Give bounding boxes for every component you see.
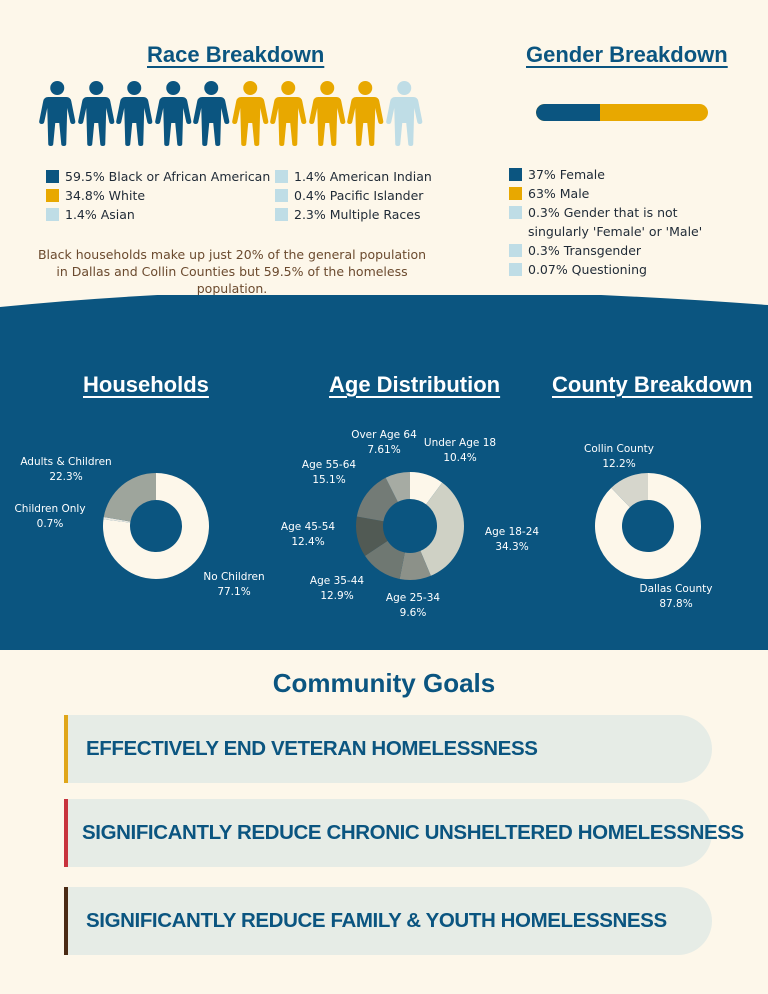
legend-label: 0.07% Questioning <box>528 262 647 277</box>
legend-swatch <box>46 170 59 183</box>
person-icon <box>269 80 308 146</box>
legend-label: 59.5% Black or African American <box>65 169 271 184</box>
legend-item <box>509 165 738 184</box>
goal-card-chronic <box>64 799 744 867</box>
county-label-collin: Collin County 12.2% <box>584 443 654 470</box>
age-label-over-64: Over Age 64 7.61% <box>351 429 417 456</box>
age-distribution-donut-chart <box>350 466 470 586</box>
legend-label: 0.4% Pacific Islander <box>294 188 424 203</box>
person-icon <box>77 80 116 146</box>
person-icon <box>385 80 424 146</box>
legend-swatch <box>275 189 288 202</box>
person-icon <box>115 80 154 146</box>
legend-label: 34.8% White <box>65 188 146 203</box>
age-label-25-34: Age 25-34 9.6% <box>385 592 441 619</box>
households-title: Households <box>83 372 209 397</box>
goal-text: EFFECTIVELY END VETERAN HOMELESSNESS <box>86 737 538 760</box>
legend-label: 1.4% Asian <box>65 207 135 222</box>
race-breakdown-title: Race Breakdown <box>147 42 325 67</box>
households-label-children-only: Children Only 0.7% <box>14 503 86 530</box>
goal-card-family-youth <box>64 887 712 955</box>
legend-item <box>275 167 432 186</box>
legend-swatch <box>509 244 522 257</box>
age-label-under-18: Under Age 18 10.4% <box>423 437 497 464</box>
person-icon <box>192 80 231 146</box>
person-icon <box>308 80 347 146</box>
community-goals-title: Community Goals <box>272 668 496 698</box>
legend-label: 37% Female <box>528 167 605 182</box>
legend-swatch <box>509 263 522 276</box>
age-label-55-64: Age 55-64 15.1% <box>301 459 357 486</box>
goal-card-veteran <box>64 715 712 783</box>
person-icon <box>231 80 270 146</box>
legend-item <box>46 186 270 205</box>
households-label-adults-children: Adults & Children 22.3% <box>20 456 112 483</box>
race-note: Black households make up just 20% of the general population in Dallas and Collin Counties but 59.5% of the homeless population. <box>37 247 427 296</box>
legend-item <box>509 260 738 279</box>
legend-swatch <box>509 187 522 200</box>
person-icon <box>346 80 385 146</box>
race-people-icons <box>38 80 423 146</box>
legend-item <box>46 167 270 186</box>
legend-item <box>509 241 738 260</box>
legend-swatch <box>275 170 288 183</box>
person-icon <box>38 80 77 146</box>
legend-item <box>275 205 432 224</box>
race-legend-right <box>275 167 432 224</box>
gender-breakdown-title: Gender Breakdown <box>526 42 728 67</box>
age-label-35-44: Age 35-44 12.9% <box>309 575 365 602</box>
legend-label: 63% Male <box>528 186 590 201</box>
legend-swatch <box>509 168 522 181</box>
legend-swatch <box>509 206 522 219</box>
age-distribution-title: Age Distribution <box>329 372 501 397</box>
county-label-dallas: Dallas County 87.8% <box>639 583 713 610</box>
county-breakdown-title: County Breakdown <box>552 372 753 397</box>
legend-item <box>509 203 738 241</box>
legend-item <box>509 184 738 203</box>
county-breakdown-donut-chart <box>588 466 708 586</box>
legend-label: 0.3% Gender that is not singularly 'Female' or 'Male' <box>528 205 703 239</box>
gender-bar-female-fill <box>536 104 600 121</box>
legend-swatch <box>46 208 59 221</box>
gender-bar <box>536 104 708 121</box>
age-label-45-54: Age 45-54 12.4% <box>280 521 336 548</box>
legend-swatch <box>275 208 288 221</box>
legend-item <box>275 186 432 205</box>
legend-item <box>46 205 270 224</box>
goal-text: SIGNIFICANTLY REDUCE FAMILY & YOUTH HOMELESSNESS <box>86 909 667 932</box>
legend-label: 0.3% Transgender <box>528 243 642 258</box>
gender-legend <box>509 165 738 279</box>
goal-text: SIGNIFICANTLY REDUCE CHRONIC UNSHELTERED HOMELESSNESS <box>82 821 744 844</box>
households-donut-chart <box>96 466 216 586</box>
race-legend-left <box>46 167 270 224</box>
legend-label: 2.3% Multiple Races <box>294 207 421 222</box>
person-icon <box>154 80 193 146</box>
legend-swatch <box>46 189 59 202</box>
legend-label: 1.4% American Indian <box>294 169 432 184</box>
age-label-18-24: Age 18-24 34.3% <box>484 526 540 553</box>
households-label-no-children: No Children 77.1% <box>203 571 265 598</box>
